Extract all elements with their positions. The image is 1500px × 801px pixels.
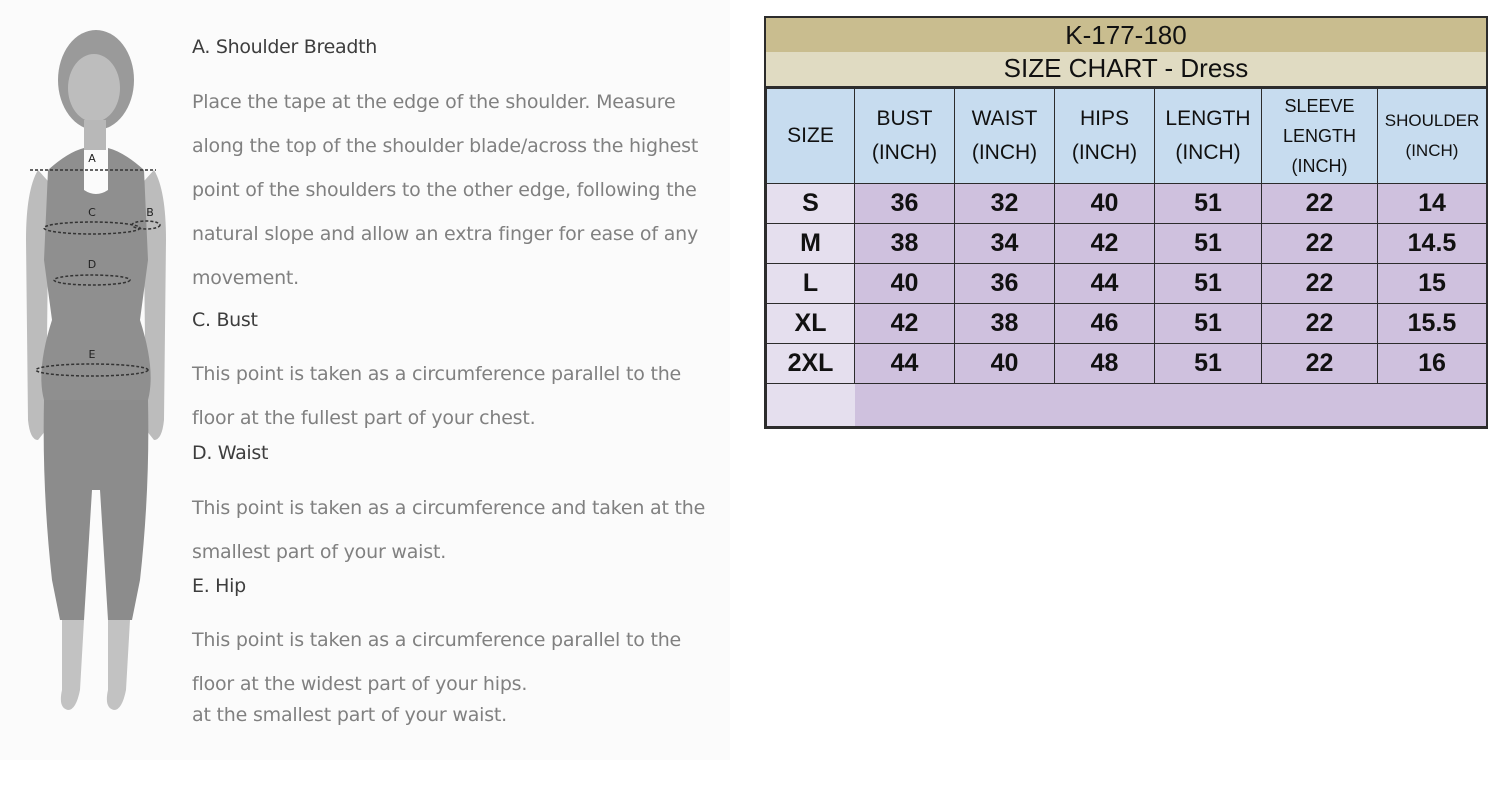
size-table bbox=[766, 88, 1487, 427]
empty-cell bbox=[767, 384, 855, 427]
section-text: This point is taken as a circumference and taken at the smallest part of your waist. bbox=[192, 497, 706, 563]
section-text-extra: at the smallest part of your waist. bbox=[192, 704, 508, 726]
value-cell: 14 bbox=[1378, 184, 1487, 224]
value-cell: 46 bbox=[1055, 304, 1155, 344]
section-heading: C. Bust bbox=[192, 309, 258, 331]
value-cell: 42 bbox=[855, 304, 955, 344]
table-row bbox=[767, 304, 1487, 344]
value-cell: 38 bbox=[855, 224, 955, 264]
header-waist: WAIST (INCH) bbox=[955, 89, 1055, 184]
value-cell: 40 bbox=[1055, 184, 1155, 224]
empty-cell bbox=[855, 384, 1487, 427]
value-cell: 48 bbox=[1055, 344, 1155, 384]
size-cell: 2XL bbox=[767, 344, 855, 384]
size-cell: S bbox=[767, 184, 855, 224]
size-cell: M bbox=[767, 224, 855, 264]
value-cell: 38 bbox=[955, 304, 1055, 344]
value-cell: 22 bbox=[1262, 264, 1378, 304]
label-d: D bbox=[87, 258, 97, 271]
header-shoulder: SHOULDER (INCH) bbox=[1378, 89, 1487, 184]
measurement-guide bbox=[0, 0, 730, 760]
section-text: This point is taken as a circumference parallel to the floor at the fullest part of your chest. bbox=[192, 363, 682, 429]
value-cell: 51 bbox=[1155, 264, 1262, 304]
value-cell: 22 bbox=[1262, 224, 1378, 264]
section-heading: A. Shoulder Breadth bbox=[192, 36, 378, 58]
value-cell: 40 bbox=[955, 344, 1055, 384]
label-b: B bbox=[146, 206, 154, 219]
value-cell: 44 bbox=[1055, 264, 1155, 304]
header-bust: BUST (INCH) bbox=[855, 89, 955, 184]
header-sleeve-length: SLEEVE LENGTH (INCH) bbox=[1262, 89, 1378, 184]
header-size: SIZE bbox=[767, 89, 855, 184]
value-cell: 42 bbox=[1055, 224, 1155, 264]
section-heading: E. Hip bbox=[192, 575, 246, 597]
section-text: This point is taken as a circumference parallel to the floor at the widest part of your hips. bbox=[192, 629, 682, 695]
size-cell: XL bbox=[767, 304, 855, 344]
value-cell: 36 bbox=[855, 184, 955, 224]
label-a: A bbox=[88, 152, 96, 165]
value-cell: 22 bbox=[1262, 344, 1378, 384]
value-cell: 51 bbox=[1155, 224, 1262, 264]
header-hips: HIPS (INCH) bbox=[1055, 89, 1155, 184]
value-cell: 40 bbox=[855, 264, 955, 304]
value-cell: 14.5 bbox=[1378, 224, 1487, 264]
value-cell: 36 bbox=[955, 264, 1055, 304]
table-body bbox=[767, 184, 1487, 427]
value-cell: 51 bbox=[1155, 344, 1262, 384]
empty-row bbox=[767, 384, 1487, 427]
value-cell: 22 bbox=[1262, 304, 1378, 344]
body-silhouette-icon bbox=[8, 20, 178, 720]
size-cell: L bbox=[767, 264, 855, 304]
header-length: LENGTH (INCH) bbox=[1155, 89, 1262, 184]
value-cell: 22 bbox=[1262, 184, 1378, 224]
header-row bbox=[767, 89, 1487, 184]
chart-code: K-177-180 bbox=[766, 18, 1486, 52]
table-row bbox=[767, 224, 1487, 264]
table-row bbox=[767, 344, 1487, 384]
value-cell: 44 bbox=[855, 344, 955, 384]
chart-title: SIZE CHART - Dress bbox=[766, 52, 1486, 88]
section-heading: D. Waist bbox=[192, 442, 269, 464]
value-cell: 32 bbox=[955, 184, 1055, 224]
table-row bbox=[767, 264, 1487, 304]
section-text: Place the tape at the edge of the shoulder. Measure along the top of the shoulder blade/across the highest point of the shoulders to the other edge, following the natural slope and allow an extra finger for ease of any movement. bbox=[192, 91, 699, 289]
value-cell: 15 bbox=[1378, 264, 1487, 304]
value-cell: 15.5 bbox=[1378, 304, 1487, 344]
value-cell: 34 bbox=[955, 224, 1055, 264]
size-chart bbox=[764, 16, 1488, 429]
value-cell: 16 bbox=[1378, 344, 1487, 384]
label-c: C bbox=[88, 206, 96, 219]
label-e: E bbox=[88, 348, 96, 361]
value-cell: 51 bbox=[1155, 184, 1262, 224]
value-cell: 51 bbox=[1155, 304, 1262, 344]
body-figure bbox=[8, 20, 178, 720]
table-row bbox=[767, 184, 1487, 224]
